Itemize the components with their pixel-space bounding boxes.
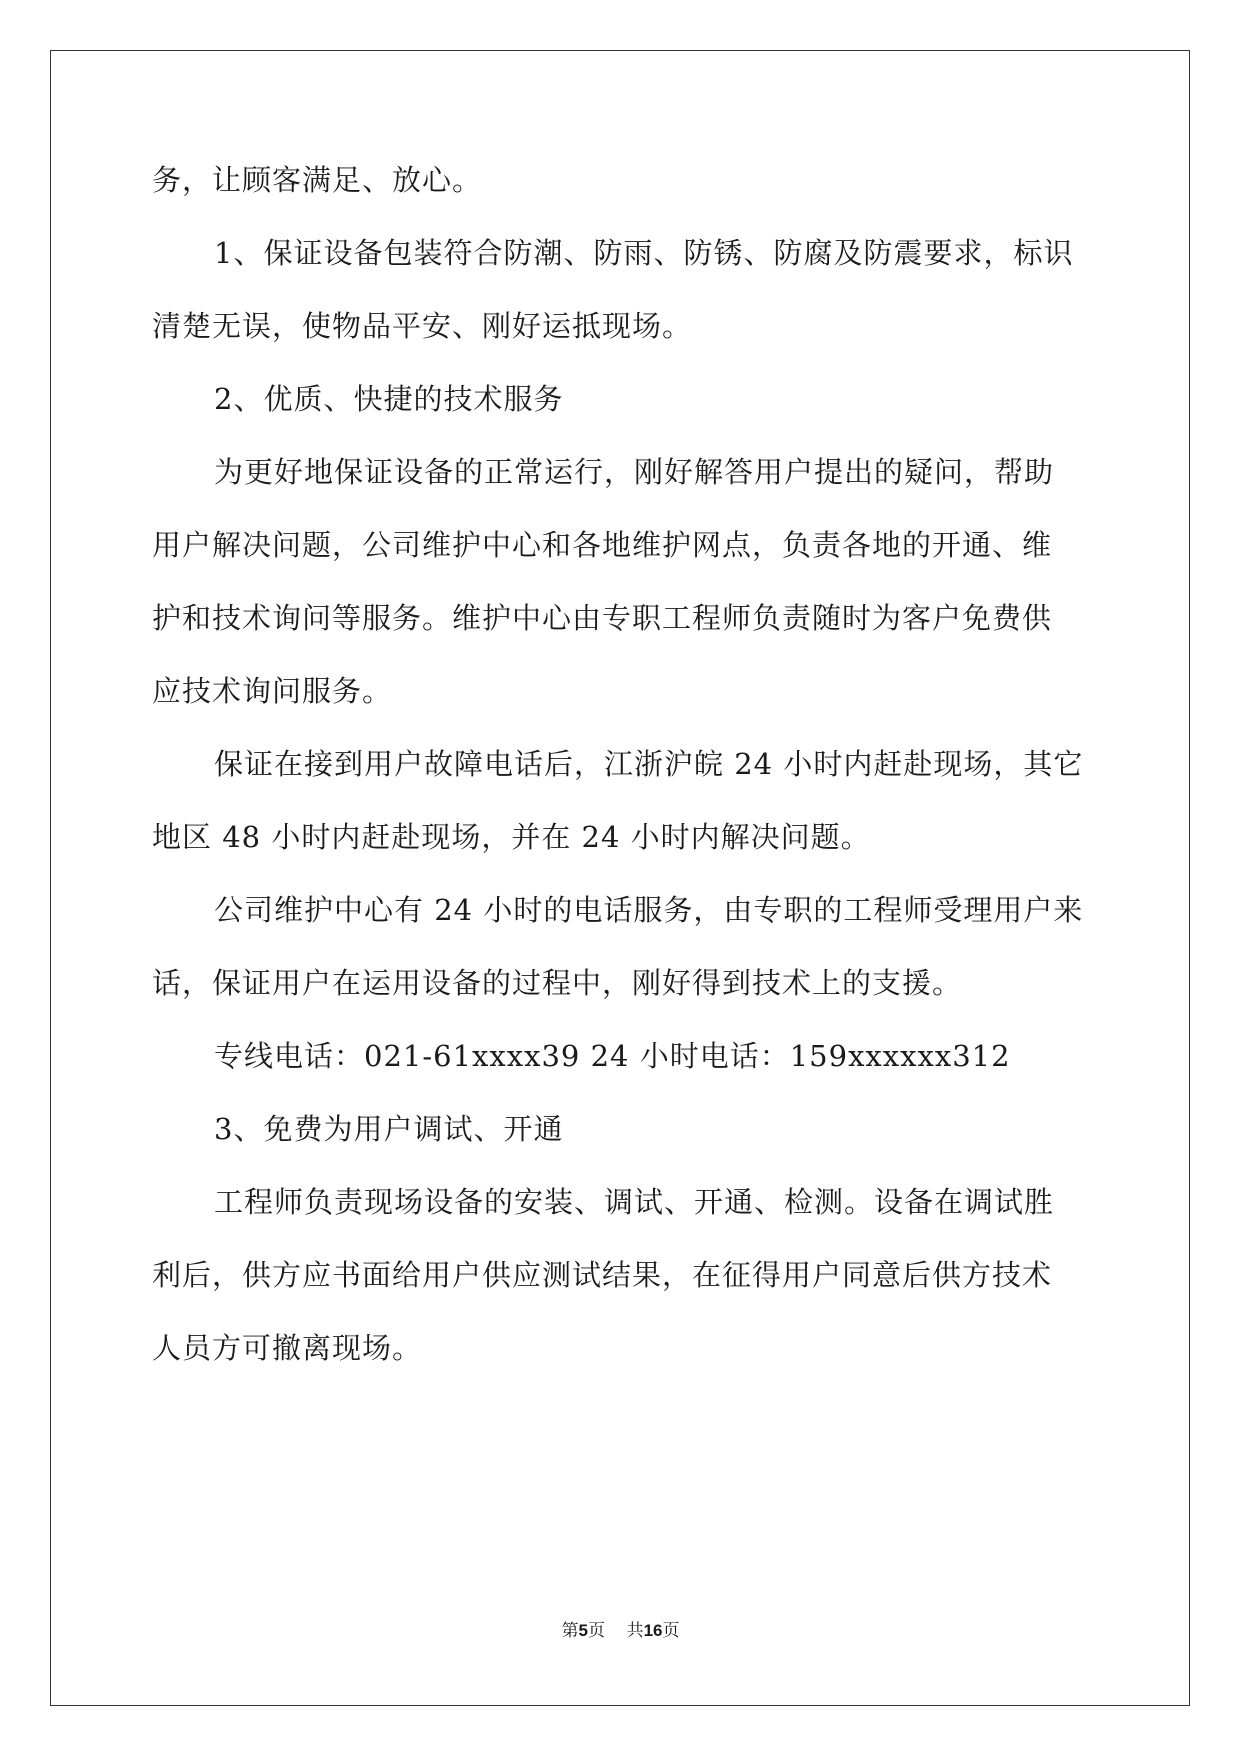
body-line: 应技术询问服务。	[152, 674, 393, 708]
body-line: 话，保证用户在运用设备的过程中，刚好得到技术上的支援。	[152, 966, 963, 1000]
body-line: 公司维护中心有 24 小时的电话服务，由专职的工程师受理用户来	[214, 893, 1084, 927]
body-line: 护和技术询问等服务。维护中心由专职工程师负责随时为客户免费供	[152, 601, 1053, 635]
body-line: 1、保证设备包装符合防潮、防雨、防锈、防腐及防震要求，标识	[214, 236, 1074, 270]
hotline-line: 专线电话：021-61xxxx39 24 小时电话：159xxxxxx312	[214, 1039, 1011, 1073]
section-heading: 3、免费为用户调试、开通	[214, 1112, 564, 1146]
body-line: 用户解决问题，公司维护中心和各地维护网点，负责各地的开通、维	[152, 528, 1053, 562]
total-suffix: 页	[662, 1621, 680, 1641]
body-line: 保证在接到用户故障电话后，江浙沪皖 24 小时内赶赴现场，其它	[214, 747, 1084, 781]
body-line: 清楚无误，使物品平安、刚好运抵现场。	[152, 309, 693, 343]
total-prefix: 共	[626, 1621, 644, 1641]
page-total: 16	[643, 1621, 663, 1640]
body-line: 利后，供方应书面给用户供应测试结果，在征得用户同意后供方技术	[152, 1258, 1053, 1292]
page-prefix: 第	[561, 1621, 579, 1641]
body-line: 为更好地保证设备的正常运行，刚好解答用户提出的疑问，帮助	[214, 455, 1055, 489]
page-suffix: 页	[587, 1621, 605, 1641]
page-border	[50, 50, 1190, 1706]
section-heading: 2、优质、快捷的技术服务	[214, 382, 564, 416]
body-line: 人员方可撤离现场。	[152, 1331, 423, 1365]
body-line: 地区 48 小时内赶赴现场，并在 24 小时内解决问题。	[152, 820, 871, 854]
page-current: 5	[578, 1621, 588, 1640]
body-line: 工程师负责现场设备的安装、调试、开通、检测。设备在调试胜	[214, 1185, 1055, 1219]
body-line: 务，让顾客满足、放心。	[152, 163, 483, 197]
page-footer	[0, 1620, 1241, 1642]
